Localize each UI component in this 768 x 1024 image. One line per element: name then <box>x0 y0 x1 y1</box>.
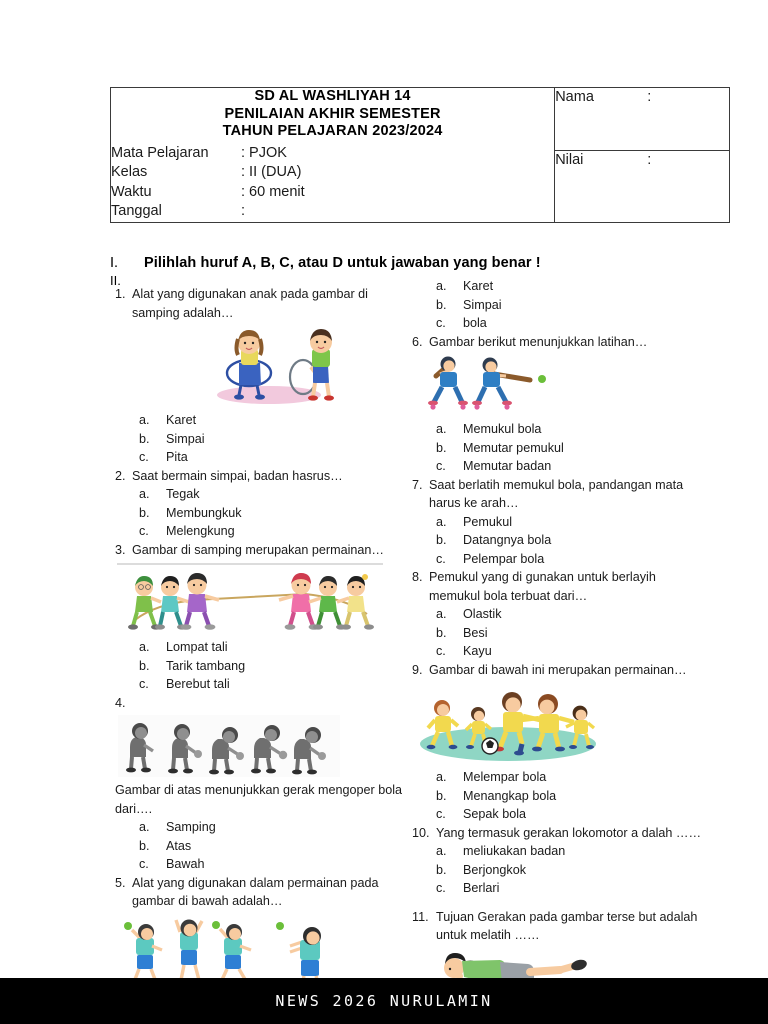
question-block-5 <box>115 874 405 994</box>
option-letter: c. <box>436 316 446 330</box>
meta-row-date <box>111 202 554 222</box>
option-text: Datangnya bola <box>463 533 552 547</box>
option-row[interactable] <box>412 605 702 624</box>
option-row[interactable] <box>115 818 405 837</box>
question-5-options-continued <box>412 277 702 333</box>
question-8-options <box>412 605 702 661</box>
footer-watermark-band <box>0 978 768 1024</box>
name-field-cell[interactable] <box>555 88 730 151</box>
name-field-colon: : <box>647 89 652 105</box>
question-4 <box>115 694 405 713</box>
tug-of-war-image <box>115 562 405 634</box>
option-row[interactable] <box>412 277 702 296</box>
option-text: Memutar badan <box>463 459 552 473</box>
meta-row-duration <box>111 183 554 203</box>
option-letter: b. <box>139 431 150 446</box>
option-row[interactable] <box>412 768 702 787</box>
option-letter: b. <box>436 625 447 640</box>
score-field-colon: : <box>647 151 652 168</box>
question-1 <box>115 285 405 322</box>
question-block-6 <box>412 333 702 476</box>
option-letter: c. <box>436 644 446 658</box>
option-text: Besi <box>463 625 488 640</box>
question-11-number: 11. <box>412 909 429 924</box>
meta-value-duration: : 60 menit <box>241 183 305 200</box>
option-row[interactable] <box>412 457 702 476</box>
question-11 <box>412 908 702 945</box>
ball-passing-sequence-image <box>115 715 405 777</box>
option-text: Kayu <box>463 644 492 658</box>
option-row[interactable] <box>412 420 702 439</box>
question-9-options <box>412 768 702 824</box>
question-7-options <box>412 513 702 569</box>
question-9-number: 9. <box>412 662 423 677</box>
option-letter: c. <box>139 677 149 691</box>
option-letter: a. <box>436 279 447 293</box>
question-7 <box>412 476 702 513</box>
question-7-text: Saat berlatih memukul bola, pandangan mata harus ke arah… <box>429 477 684 510</box>
question-8-text: Pemukul yang di gunakan untuk berlayih memukul bola terbuat dari… <box>429 570 656 603</box>
soccer-children-image <box>412 682 702 764</box>
option-letter: b. <box>139 658 150 673</box>
question-3-number: 3. <box>115 542 126 557</box>
meta-label-duration: Waktu <box>111 183 152 200</box>
question-1-text: Alat yang digunakan anak pada gambar di samping adalah… <box>132 287 368 320</box>
question-block-3 <box>115 541 405 694</box>
option-row[interactable] <box>412 787 702 806</box>
option-letter: a. <box>436 514 447 529</box>
option-letter: c. <box>436 881 446 895</box>
question-11-text: Tujuan Gerakan pada gambar terse but adalah untuk melatih …… <box>436 909 698 942</box>
option-letter: b. <box>139 505 150 520</box>
score-field-row <box>555 151 729 169</box>
question-4-caption <box>115 781 405 818</box>
name-field-row <box>555 88 729 106</box>
question-2 <box>115 467 405 486</box>
question-2-number: 2. <box>115 468 126 483</box>
question-5-text: Alat yang digunakan dalam permainan pada gambar di bawah adalah… <box>132 875 379 908</box>
instruction-numeral-two: II. <box>110 273 121 288</box>
option-letter: b. <box>139 838 150 853</box>
option-text: Berebut tali <box>166 677 230 691</box>
option-text: Tegak <box>166 487 200 501</box>
option-row[interactable] <box>115 675 405 694</box>
question-block-9 <box>412 661 702 824</box>
question-1-options <box>115 411 405 467</box>
option-letter: a. <box>139 487 150 501</box>
option-row[interactable] <box>412 314 702 333</box>
option-text: Memutar pemukul <box>463 440 564 455</box>
question-7-number: 7. <box>412 477 423 492</box>
option-row[interactable] <box>412 842 702 861</box>
option-letter: c. <box>436 459 446 473</box>
question-10 <box>412 824 702 843</box>
option-text: Melengkung <box>166 524 235 538</box>
option-letter: b. <box>436 533 447 547</box>
question-2-options <box>115 485 405 541</box>
question-10-options <box>412 842 702 898</box>
question-6-number: 6. <box>412 334 423 349</box>
option-letter: a. <box>139 820 150 834</box>
option-text: Lompat tali <box>166 640 228 654</box>
option-row[interactable] <box>115 837 405 856</box>
option-text: Berjongkok <box>463 862 527 877</box>
footer-watermark-text: NEWS 2026 NURULAMIN <box>275 992 493 1010</box>
option-text: Simpai <box>166 431 205 446</box>
option-letter: a. <box>139 640 150 654</box>
option-letter: b. <box>436 788 447 803</box>
option-letter: c. <box>436 807 446 821</box>
question-9 <box>412 661 702 680</box>
meta-value-class: : II (DUA) <box>241 164 302 180</box>
option-letter: c. <box>139 857 149 871</box>
question-1-number: 1. <box>115 287 126 301</box>
option-text: Pemukul <box>463 514 512 529</box>
question-5-number: 5. <box>115 875 126 890</box>
meta-row-class <box>111 163 554 183</box>
option-text: Bawah <box>166 857 205 871</box>
subject-meta-list <box>111 144 554 222</box>
option-letter: a. <box>436 844 447 858</box>
option-row[interactable] <box>412 805 702 824</box>
option-row[interactable] <box>412 513 702 532</box>
question-block-7 <box>412 476 702 569</box>
option-text: Melempar bola <box>463 770 547 784</box>
school-title-block <box>111 88 554 141</box>
right-question-column <box>412 277 702 1012</box>
option-row[interactable] <box>412 642 702 661</box>
option-row[interactable] <box>115 522 405 541</box>
option-row[interactable] <box>412 439 702 458</box>
option-letter: c. <box>436 551 446 566</box>
option-letter: a. <box>436 607 447 621</box>
score-field-label: Nilai <box>555 151 584 168</box>
option-text: Samping <box>166 820 216 834</box>
question-6-text: Gambar berikut menunjukkan latihan… <box>429 334 648 349</box>
question-block-4 <box>115 694 405 874</box>
option-text: Pita <box>166 450 188 464</box>
question-4-number: 4. <box>115 695 126 710</box>
option-text: meliukakan badan <box>463 844 566 858</box>
option-letter: b. <box>436 862 447 877</box>
option-text: Membungkuk <box>166 505 242 520</box>
question-8 <box>412 568 702 605</box>
option-text: Olastik <box>463 607 502 621</box>
option-row[interactable] <box>412 550 702 569</box>
option-text: Menangkap bola <box>463 788 557 803</box>
option-row[interactable] <box>115 855 405 874</box>
option-row[interactable] <box>412 296 702 315</box>
school-name: SD AL WASHLIYAH 14 <box>254 88 411 104</box>
meta-label-date: Tanggal <box>111 203 162 219</box>
exam-header-table <box>110 87 730 223</box>
question-2-text: Saat bermain simpai, badan hasrus… <box>132 468 343 483</box>
option-row[interactable] <box>115 638 405 657</box>
option-text: Sepak bola <box>463 807 527 821</box>
option-row[interactable] <box>115 448 405 467</box>
question-3-options <box>115 638 405 694</box>
meta-label-class: Kelas <box>111 164 148 180</box>
baseball-batting-image <box>412 354 702 416</box>
left-question-column <box>115 285 405 998</box>
question-4-options <box>115 818 405 874</box>
question-6 <box>412 333 702 352</box>
academic-year: TAHUN PELAJARAN 2023/2024 <box>222 123 443 139</box>
option-row[interactable] <box>412 861 702 880</box>
question-block-2 <box>115 467 405 541</box>
instruction-line <box>110 255 730 271</box>
option-row[interactable] <box>412 624 702 643</box>
option-text: Memukul bola <box>463 422 542 436</box>
question-block-1 <box>115 285 405 467</box>
question-10-number: 10. <box>412 825 430 840</box>
option-text: Pelempar bola <box>463 551 545 566</box>
option-letter: a. <box>436 770 447 784</box>
instruction-text: Pilihlah huruf A, B, C, atau D untuk jawaban yang benar ! <box>144 255 541 271</box>
meta-value-date: : <box>241 203 246 219</box>
meta-value-subject: : PJOK <box>241 144 287 161</box>
option-text: Tarik tambang <box>166 658 246 673</box>
meta-label-subject: Mata Pelajaran <box>111 144 209 161</box>
two-children-hoops-image <box>115 325 405 407</box>
question-3-text: Gambar di samping merupakan permainan… <box>132 542 384 557</box>
option-text: Atas <box>166 838 192 853</box>
header-info-cell <box>111 88 555 223</box>
score-field-cell[interactable] <box>555 150 730 222</box>
option-letter: a. <box>139 413 150 427</box>
option-row[interactable] <box>115 504 405 523</box>
question-3 <box>115 541 405 560</box>
option-letter: b. <box>436 297 447 312</box>
name-field-label: Nama <box>555 89 594 105</box>
option-row[interactable] <box>115 657 405 676</box>
option-row[interactable] <box>412 879 702 898</box>
option-text: Karet <box>463 279 494 293</box>
question-block-10 <box>412 824 702 898</box>
meta-row-subject <box>111 144 554 164</box>
option-letter: b. <box>436 440 447 455</box>
option-letter: c. <box>139 524 149 538</box>
question-8-number: 8. <box>412 570 423 584</box>
question-5 <box>115 874 405 911</box>
option-row[interactable] <box>115 485 405 504</box>
question-block-8 <box>412 568 702 661</box>
option-text: Simpai <box>463 297 502 312</box>
question-9-text: Gambar di bawah ini merupakan permainan… <box>429 662 687 677</box>
option-letter: a. <box>436 422 447 436</box>
option-row[interactable] <box>412 531 702 550</box>
question-6-options <box>412 420 702 476</box>
exam-type: PENILAIAN AKHIR SEMESTER <box>224 105 441 122</box>
option-text: Karet <box>166 413 197 427</box>
option-text: bola <box>463 316 487 330</box>
question-4-caption-text: Gambar di atas menunjukkan gerak mengoper bola dari…. <box>115 783 403 816</box>
option-letter: c. <box>139 450 149 464</box>
option-row[interactable] <box>115 411 405 430</box>
option-row[interactable] <box>115 430 405 449</box>
instruction-numeral: I. <box>110 255 119 271</box>
question-10-text: Yang termasuk gerakan lokomotor a dalah …… <box>436 825 702 840</box>
option-text: Berlari <box>463 881 500 895</box>
